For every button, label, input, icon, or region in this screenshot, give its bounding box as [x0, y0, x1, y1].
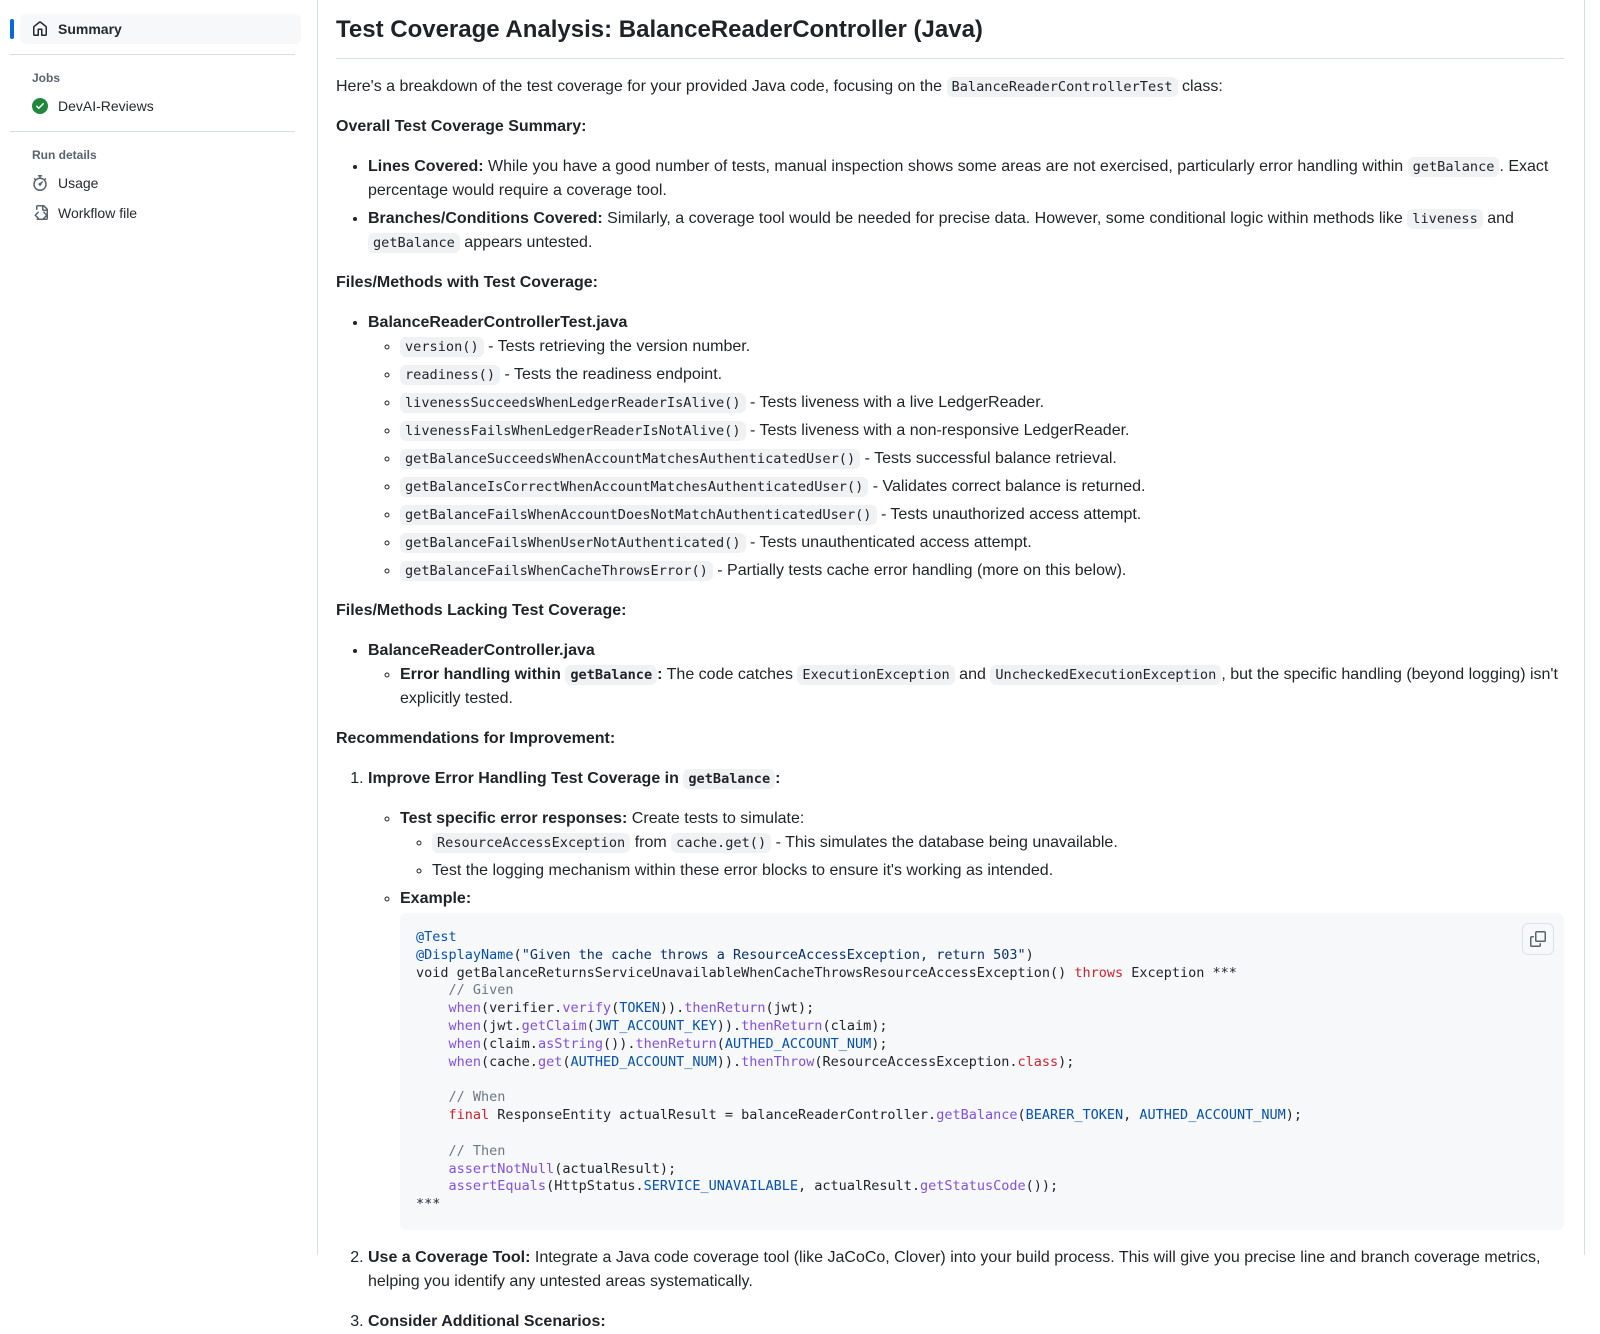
paragraph: [336, 727, 1564, 751]
code-token: get: [537, 1053, 563, 1070]
sidebar-divider: [10, 131, 295, 132]
bullet-list: [336, 155, 1564, 255]
list-item: ◦ readiness() - Tests the readiness endpoint.: [400, 363, 1564, 387]
sidebar-item-label: Usage: [58, 175, 99, 191]
code-block-pre: [400, 913, 1564, 1230]
sidebar: [0, 0, 318, 1255]
inline-code: getBalanceFailsWhenCacheThrowsError(): [400, 561, 713, 581]
list-item: [368, 639, 1564, 711]
copy-icon: [1530, 931, 1546, 947]
inline-code: getBalance: [368, 233, 460, 253]
code-token: getClaim: [521, 1018, 587, 1035]
inline-code: getBalance: [683, 769, 775, 789]
list-item: • Branches/Conditions Covered: Similarly, a coverage tool would be needed for precise data. However, some conditional logic within methods like liveness and getBalance appears untested.: [368, 207, 1564, 255]
paragraph: Here's a breakdown of the test coverage for your provided Java code, focusing on the BalanceReaderControllerTest class:: [336, 78, 1223, 95]
list-item: ◦ Test specific error responses: Create tests to simulate: ◦ ResourceAccessException from cache.get() - This simulates the database being unavailable. ◦ Test the logging mechanism within these error blocks to ensure it's working as intended.: [400, 807, 1564, 883]
list-item-text: 2. Use a Coverage Tool: Integrate a Java code coverage tool (like JaCoCo, Clover) into your build process. This will give you precise line and branch coverage metrics, helping you identify any untested areas systematically.: [368, 1249, 1541, 1290]
inline-code: getBalanceFailsWhenUserNotAuthenticated(): [400, 533, 746, 553]
sidebar-item-label: DevAI-Reviews: [58, 98, 154, 114]
inline-code: BalanceReaderControllerTest: [947, 77, 1178, 97]
code-token: verify: [562, 1000, 612, 1017]
bold-text: Example:: [400, 890, 472, 907]
bold-text: Lines Covered:: [368, 158, 484, 175]
bullet-list: [368, 663, 1564, 711]
paragraph: [336, 115, 1564, 139]
code-token: class: [1017, 1053, 1059, 1070]
list-item: ◦ ResourceAccessException from cache.get() - This simulates the database being unavailable.: [432, 831, 1564, 855]
code-token: final: [448, 1107, 490, 1124]
bold-text: BalanceReaderController.java: [368, 642, 595, 659]
bold-text: Files/Methods Lacking Test Coverage:: [336, 602, 627, 619]
list-item: ◦ getBalanceFailsWhenUserNotAuthenticated() - Tests unauthenticated access attempt.: [400, 531, 1564, 555]
check-circle-icon: [32, 98, 48, 114]
code-token: AUTHED_ACCOUNT_NUM: [1139, 1107, 1286, 1124]
bold-text: Improve Error Handling Test Coverage in: [368, 770, 684, 787]
code-token: when: [448, 1035, 482, 1052]
inline-code: livenessFailsWhenLedgerReaderIsNotAlive(): [400, 421, 746, 441]
code-token: AUTHED_ACCOUNT_NUM: [570, 1053, 717, 1070]
list-item-text: [368, 1310, 1564, 1334]
code-block-content: @Test @DisplayName("Given the cache throws a ResourceAccessException, return 503") void getBalanceReturnsServiceUnavailableWhenCacheThrowsResourceAccessException() throws Exception *** // Given when(verifier.verify(TOKEN)).thenReturn(jwt); when(jwt.getClaim(JWT_ACCOUNT_KEY)).thenReturn(claim); when(claim.asString()).thenReturn(AUTHED_ACCOUNT_NUM); when(cache.get(AUTHED_ACCOUNT_NUM)).thenThrow(ResourceAccessException.class); // When final ResponseEntity actualResult = balanceReaderController.getBalance(BEARER_TOKEN, AUTHED_ACCOUNT_NUM); // Then assertNotNull(actualResult); assertEquals(HttpStatus.SERVICE_UNAVAILABLE, actualResult.getStatusCode()); ***: [416, 929, 1302, 1213]
bold-text: Branches/Conditions Covered:: [368, 210, 603, 227]
code-token: assertEquals: [448, 1178, 547, 1195]
code-token: @DisplayName: [416, 946, 514, 963]
sidebar-item-usage[interactable]: [20, 168, 301, 198]
paragraph: [336, 271, 1564, 295]
bullet-list: [336, 311, 1564, 583]
bold-text: :: [775, 770, 781, 787]
list-item: [400, 887, 1564, 1230]
code-token: when: [448, 1053, 482, 1070]
bold-text: :: [657, 666, 663, 683]
code-token: getStatusCode: [919, 1178, 1026, 1195]
list-item-text: [368, 767, 1564, 791]
page-title: Test Coverage Analysis: BalanceReaderController (Java): [336, 12, 1564, 59]
list-item: ◦ Error handling within getBalance : The code catches ExecutionException and UncheckedExecutionException , but the specific handling (beyond logging) isn't explicitly tested.: [400, 663, 1564, 711]
sidebar-section-run-details: Run details: [32, 148, 97, 162]
inline-code: version(): [400, 337, 484, 357]
inline-code: getBalanceSucceedsWhenAccountMatchesAuthenticatedUser(): [400, 449, 860, 469]
code-token: assertNotNull: [448, 1160, 555, 1177]
sidebar-item-devai-reviews[interactable]: [20, 91, 301, 121]
code-token: // Then: [448, 1142, 506, 1159]
bold-text: Recommendations for Improvement:: [336, 730, 616, 747]
home-icon: [32, 21, 48, 37]
list-item: ◦ Test the logging mechanism within these error blocks to ensure it's working as intended.: [432, 859, 1564, 883]
list-item: [368, 767, 1564, 1230]
inline-code: cache.get(): [671, 833, 771, 853]
code-token: asString: [537, 1035, 603, 1052]
code-token: thenThrow: [741, 1053, 815, 1070]
inline-code: ExecutionException: [797, 665, 954, 685]
sidebar-item-label: Summary: [58, 21, 122, 37]
code-token: BEARER_TOKEN: [1025, 1107, 1124, 1124]
list-item: • Lines Covered: While you have a good number of tests, manual inspection shows some areas are not exercised, particularly error handling within getBalance . Exact percentage would require a coverage tool.: [368, 155, 1564, 203]
code-token: @Test: [416, 929, 457, 945]
bullet-list: [400, 831, 1564, 883]
bullet-list: [336, 639, 1564, 711]
list-item: ◦ version() - Tests retrieving the version number.: [400, 335, 1564, 359]
list-item: [368, 1246, 1564, 1294]
code-token: thenReturn: [635, 1035, 717, 1052]
list-item: [368, 311, 1564, 583]
inline-code: UncheckedExecutionException: [990, 665, 1221, 685]
sidebar-item-summary[interactable]: [20, 14, 301, 44]
sidebar-item-label: Workflow file: [58, 205, 138, 221]
list-item: [368, 1310, 1564, 1334]
code-token: when: [448, 1000, 482, 1017]
code-token: when: [448, 1018, 482, 1035]
code-token: thenReturn: [684, 1000, 766, 1017]
code-block: [400, 913, 1564, 1230]
code-token: SERVICE_UNAVAILABLE: [643, 1178, 799, 1195]
inline-code: readiness(): [400, 365, 500, 385]
bold-text: Error handling within: [400, 666, 566, 683]
list-item: ◦ getBalanceIsCorrectWhenAccountMatchesAuthenticatedUser() - Validates correct balance is returned.: [400, 475, 1564, 499]
code-token: throws: [1074, 964, 1124, 981]
sidebar-section-jobs: Jobs: [32, 71, 61, 85]
code-token: thenReturn: [741, 1018, 823, 1035]
list-item: ◦ livenessSucceedsWhenLedgerReaderIsAlive() - Tests liveness with a live LedgerReader.: [400, 391, 1564, 415]
bold-text: Consider Additional Scenarios:: [368, 1313, 606, 1330]
inline-code: getBalance: [1408, 157, 1500, 177]
copy-code-button[interactable]: [1522, 923, 1554, 955]
code-token: AUTHED_ACCOUNT_NUM: [724, 1035, 872, 1052]
paragraph: [336, 599, 1564, 623]
list-item: ◦ getBalanceSucceedsWhenAccountMatchesAuthenticatedUser() - Tests successful balance retrieval.: [400, 447, 1564, 471]
stopwatch-icon: [32, 175, 48, 191]
inline-code: ResourceAccessException: [432, 833, 630, 853]
code-token: // When: [448, 1089, 506, 1106]
code-token: // Given: [448, 982, 514, 999]
code-token: JWT_ACCOUNT_KEY: [594, 1018, 717, 1035]
bold-text: Overall Test Coverage Summary:: [336, 118, 587, 135]
summary-panel: [318, 0, 1585, 1330]
bold-text: Test specific error responses:: [400, 810, 628, 827]
bold-text: Files/Methods with Test Coverage:: [336, 274, 598, 291]
list-item: ◦ livenessFailsWhenLedgerReaderIsNotAlive() - Tests liveness with a non-responsive LedgerReader.: [400, 419, 1564, 443]
inline-code: getBalanceFailsWhenAccountDoesNotMatchAuthenticatedUser(): [400, 505, 877, 525]
markdown-body: [336, 12, 1564, 1334]
code-token: getBalance: [936, 1107, 1018, 1124]
list-item: ◦ getBalanceFailsWhenCacheThrowsError() - Partially tests cache error handling (more on this below).: [400, 559, 1564, 583]
inline-code: getBalanceIsCorrectWhenAccountMatchesAuthenticatedUser(): [400, 477, 868, 497]
bold-text: Use a Coverage Tool:: [368, 1249, 531, 1266]
numbered-list: [336, 767, 1564, 1334]
bullet-list: [368, 335, 1564, 583]
inline-code: liveness: [1407, 209, 1482, 229]
code-token: TOKEN: [619, 1000, 660, 1017]
inline-code: getBalance: [565, 665, 657, 685]
bold-text: BalanceReaderControllerTest.java: [368, 314, 628, 331]
sidebar-divider: [10, 54, 295, 55]
inline-code: livenessSucceedsWhenLedgerReaderIsAlive(): [400, 393, 746, 413]
list-item: ◦ getBalanceFailsWhenAccountDoesNotMatchAuthenticatedUser() - Tests unauthorized access attempt.: [400, 503, 1564, 527]
sidebar-item-workflow-file[interactable]: [20, 198, 301, 228]
bullet-list: [368, 807, 1564, 1230]
file-code-icon: [32, 205, 48, 221]
code-token: "Given the cache throws a ResourceAccessException, return 503": [521, 946, 1026, 963]
